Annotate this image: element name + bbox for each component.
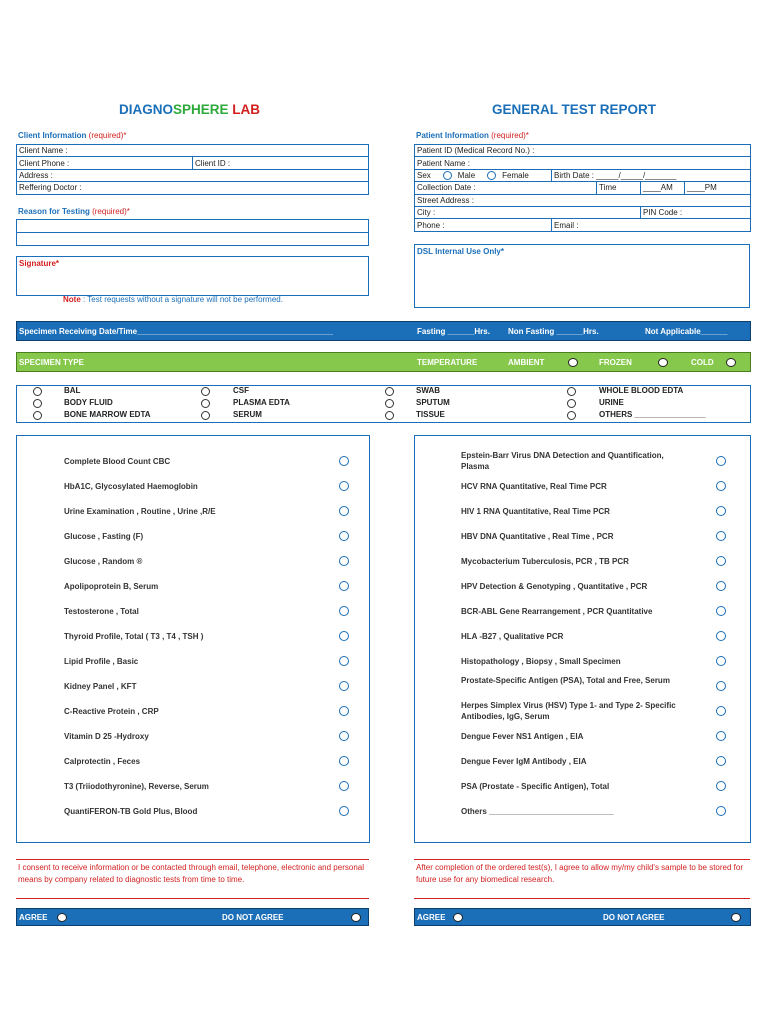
consent-right-bar xyxy=(414,908,751,926)
client-info-table xyxy=(16,144,369,195)
consent-left-agree-radio[interactable] xyxy=(57,913,67,922)
test-select-radio[interactable] xyxy=(716,781,726,791)
test-select-radio[interactable] xyxy=(339,781,349,791)
test-item-label: PSA (Prostate - Specific Antigen), Total xyxy=(461,782,610,791)
patient-info-title: Patient Information xyxy=(416,131,492,140)
test-item-label: BCR-ABL Gene Rearrangement , PCR Quantitative xyxy=(461,607,653,616)
consent-left-top-line xyxy=(16,859,369,860)
specimen-option-label: SERUM xyxy=(233,410,262,419)
specimen-option-label: OTHERS ________________ xyxy=(599,410,706,419)
internal-use-box[interactable] xyxy=(414,244,750,308)
test-select-radio[interactable] xyxy=(716,806,726,816)
consent-right-bottom-line xyxy=(414,898,750,899)
patient-email-field[interactable]: Email : xyxy=(552,219,751,231)
female-radio[interactable] xyxy=(487,171,496,180)
test-item-label: Glucose , Fasting (F) xyxy=(64,532,144,541)
test-select-radio[interactable] xyxy=(716,506,726,516)
reason-required-text: (required)* xyxy=(92,207,130,216)
specimen-option-label: CSF xyxy=(233,386,249,395)
reason-label xyxy=(18,207,130,216)
test-item-label: HCV RNA Quantitative, Real Time PCR xyxy=(461,482,607,491)
sex-field xyxy=(415,169,552,181)
note-label: Note xyxy=(63,295,81,304)
test-select-radio[interactable] xyxy=(716,481,726,491)
test-item-label: T3 (Triiodothyronine), Reverse, Serum xyxy=(64,782,209,791)
specimen-option-label: SPUTUM xyxy=(416,398,450,407)
time-label: Time xyxy=(597,182,641,194)
ambient-radio[interactable] xyxy=(568,358,578,367)
test-select-radio[interactable] xyxy=(716,556,726,566)
street-address-field[interactable]: Street Address : xyxy=(415,194,751,206)
test-item-label: Kidney Panel , KFT xyxy=(64,682,137,691)
specimen-radio[interactable] xyxy=(201,411,210,420)
time-pm-field[interactable]: ____PM xyxy=(685,182,751,194)
test-select-radio[interactable] xyxy=(339,456,349,466)
specimen-radio[interactable] xyxy=(567,387,576,396)
consent-left-bottom-line xyxy=(16,898,369,899)
test-item-label: Others ____________________________ xyxy=(461,807,614,816)
specimen-radio[interactable] xyxy=(201,399,210,408)
test-item-label: Apolipoprotein B, Serum xyxy=(64,582,159,591)
test-item-label: C-Reactive Protein , CRP xyxy=(64,707,159,716)
test-item-label: Glucose , Random ® xyxy=(64,557,143,566)
specimen-type-bar xyxy=(16,352,751,372)
test-item-label: Vitamin D 25 -Hydroxy xyxy=(64,732,149,741)
temperature-label: TEMPERATURE xyxy=(417,357,478,367)
test-select-radio[interactable] xyxy=(339,606,349,616)
not-applicable[interactable]: Not Applicable______ xyxy=(645,326,728,336)
frozen-label: FROZEN xyxy=(599,357,632,367)
patient-required-text: (required)* xyxy=(491,131,529,140)
specimen-radio[interactable] xyxy=(33,411,42,420)
test-item-label: Dengue Fever NS1 Antigen , EIA xyxy=(461,732,584,741)
test-select-radio[interactable] xyxy=(716,531,726,541)
specimen-option-label: BAL xyxy=(64,386,81,395)
note-text: : Test requests without a signature will not be performed. xyxy=(80,295,283,304)
reason-title: Reason for Testing xyxy=(18,207,93,216)
specimen-radio[interactable] xyxy=(385,411,394,420)
male-label: Male xyxy=(457,170,476,180)
test-select-radio[interactable] xyxy=(716,681,726,691)
consent-right-disagree-label: DO NOT AGREE xyxy=(603,912,665,922)
logo-part-diagno: DIAGNO xyxy=(119,102,173,117)
internal-use-label: DSL Internal Use Only* xyxy=(417,247,504,256)
test-item-label: Prostate-Specific Antigen (PSA), Total and Free, Serum xyxy=(461,676,670,685)
test-select-radio[interactable] xyxy=(339,581,349,591)
specimen-radio[interactable] xyxy=(33,399,42,408)
non-fasting-hours[interactable]: Non Fasting ______Hrs. xyxy=(508,326,599,336)
test-item-label: Calprotectin , Feces xyxy=(64,757,141,766)
patient-info-label xyxy=(416,131,529,140)
client-name-field[interactable]: Client Name : xyxy=(17,145,369,157)
consent-right-agree-label: AGREE xyxy=(417,912,446,922)
ambient-label: AMBIENT xyxy=(508,357,545,367)
male-radio[interactable] xyxy=(443,171,452,180)
test-select-radio[interactable] xyxy=(716,706,726,716)
referring-doctor-field[interactable]: Reffering Doctor : xyxy=(17,182,369,194)
test-select-radio[interactable] xyxy=(716,581,726,591)
female-label: Female xyxy=(502,170,529,180)
consent-right-top-line xyxy=(414,859,750,860)
specimen-option-label: WHOLE BLOOD EDTA xyxy=(599,386,684,395)
test-select-radio[interactable] xyxy=(716,756,726,766)
time-am-field[interactable]: ____AM xyxy=(641,182,685,194)
test-select-radio[interactable] xyxy=(339,756,349,766)
specimen-radio[interactable] xyxy=(567,399,576,408)
patient-info-table xyxy=(414,144,751,232)
consent-right-agree-radio[interactable] xyxy=(453,913,463,922)
client-info-label xyxy=(18,131,126,140)
test-item-label: QuantiFERON-TB Gold Plus, Blood xyxy=(64,807,198,816)
specimen-option-label: TISSUE xyxy=(416,410,445,419)
consent-right-disagree-radio[interactable] xyxy=(731,913,741,922)
reason-table xyxy=(16,219,369,246)
frozen-radio[interactable] xyxy=(658,358,668,367)
pin-code-field[interactable]: PIN Code : xyxy=(641,206,751,218)
test-item-label: Histopathology , Biopsy , Small Specimen xyxy=(461,657,621,666)
test-select-radio[interactable] xyxy=(339,481,349,491)
report-title: GENERAL TEST REPORT xyxy=(492,102,657,117)
test-select-radio[interactable] xyxy=(339,731,349,741)
reason-line-1[interactable] xyxy=(17,220,369,233)
specimen-option-label: BODY FLUID xyxy=(64,398,113,407)
client-address-field[interactable]: Address : xyxy=(17,169,369,181)
specimen-radio[interactable] xyxy=(201,387,210,396)
specimen-option-label: SWAB xyxy=(416,386,440,395)
specimen-option-label: BONE MARROW EDTA xyxy=(64,410,151,419)
client-id-field[interactable]: Client ID : xyxy=(193,157,369,169)
fasting-hours[interactable]: Fasting ______Hrs. xyxy=(417,326,490,336)
test-select-radio[interactable] xyxy=(716,656,726,666)
signature-label: Signature* xyxy=(19,259,60,268)
cold-radio[interactable] xyxy=(726,358,736,367)
signature-note xyxy=(63,295,283,304)
test-select-radio[interactable] xyxy=(716,631,726,641)
test-select-radio[interactable] xyxy=(339,531,349,541)
test-item-label: Urine Examination , Routine , Urine ,R/E xyxy=(64,507,216,516)
test-select-radio[interactable] xyxy=(339,806,349,816)
specimen-radio[interactable] xyxy=(385,399,394,408)
birth-date-field[interactable]: Birth Date : _____/_____/_______ xyxy=(552,169,751,181)
lab-logo xyxy=(119,102,260,117)
test-select-radio[interactable] xyxy=(716,606,726,616)
test-select-radio[interactable] xyxy=(339,681,349,691)
consent-left-bar xyxy=(16,908,369,926)
test-item-label: Testosterone , Total xyxy=(64,607,139,616)
consent-right-text: After completion of the ordered test(s), I agree to allow my/my child's sample to be stored for future use for any biomedical research. xyxy=(416,863,744,884)
signature-box[interactable] xyxy=(16,256,369,296)
test-item-label: Herpes Simplex Virus (HSV) Type 1- and Type 2- Specific Antibodies, IgG, Serum xyxy=(461,701,676,721)
test-item-label: Mycobacterium Tuberculosis, PCR , TB PCR xyxy=(461,557,629,566)
test-select-radio[interactable] xyxy=(339,631,349,641)
patient-id-field[interactable]: Patient ID (Medical Record No.) : xyxy=(415,145,751,157)
city-field[interactable]: City : xyxy=(415,206,641,218)
test-item-label: Epstein-Barr Virus DNA Detection and Quantification, Plasma xyxy=(461,451,664,471)
specimen-radio[interactable] xyxy=(385,387,394,396)
patient-phone-field[interactable]: Phone : xyxy=(415,219,552,231)
test-item-label: Complete Blood Count CBC xyxy=(64,457,171,466)
test-item-label: HPV Detection & Genotyping , Quantitative , PCR xyxy=(461,582,648,591)
consent-left-disagree-label: DO NOT AGREE xyxy=(222,912,284,922)
specimen-radio[interactable] xyxy=(567,411,576,420)
test-select-radio[interactable] xyxy=(339,556,349,566)
test-select-radio[interactable] xyxy=(339,506,349,516)
client-info-title: Client Information xyxy=(18,131,89,140)
specimen-type-label: SPECIMEN TYPE xyxy=(19,357,84,367)
logo-part-lab: LAB xyxy=(228,102,261,117)
test-item-label: HLA -B27 , Qualitative PCR xyxy=(461,632,564,641)
test-item-label: Lipid Profile , Basic xyxy=(64,657,139,666)
test-select-radio[interactable] xyxy=(716,456,726,466)
test-item-label: Thyroid Profile, Total ( T3 , T4 , TSH ) xyxy=(64,632,204,641)
collection-date-field[interactable]: Collection Date : xyxy=(415,182,597,194)
cold-label: COLD xyxy=(691,357,714,367)
logo-part-sphere: SPHERE xyxy=(173,102,229,117)
test-select-radio[interactable] xyxy=(339,656,349,666)
receiving-bar xyxy=(16,321,751,341)
client-phone-field[interactable]: Client Phone : xyxy=(17,157,193,169)
specimen-option-label: URINE xyxy=(599,398,624,407)
sex-label: Sex xyxy=(417,170,431,180)
consent-left-text: I consent to receive information or be contacted through email, telephone, electronic and personal means by company related to diagnostic tests from time to time. xyxy=(18,863,364,884)
test-select-radio[interactable] xyxy=(716,731,726,741)
test-select-radio[interactable] xyxy=(339,706,349,716)
patient-name-field[interactable]: Patient Name : xyxy=(415,157,751,169)
test-item-label: HBV DNA Quantitative , Real Time , PCR xyxy=(461,532,614,541)
consent-left-agree-label: AGREE xyxy=(19,912,48,922)
test-item-label: Dengue Fever IgM Antibody , EIA xyxy=(461,757,587,766)
test-item-label: HbA1C, Glycosylated Haemoglobin xyxy=(64,482,198,491)
client-required-text: (required)* xyxy=(88,131,127,140)
specimen-radio[interactable] xyxy=(33,387,42,396)
specimen-option-label: PLASMA EDTA xyxy=(233,398,290,407)
test-item-label: HIV 1 RNA Quantitative, Real Time PCR xyxy=(461,507,610,516)
consent-left-disagree-radio[interactable] xyxy=(351,913,361,922)
reason-line-2[interactable] xyxy=(17,233,369,246)
receiving-date-time[interactable]: Specimen Receiving Date/Time____________________________________________ xyxy=(19,326,333,336)
